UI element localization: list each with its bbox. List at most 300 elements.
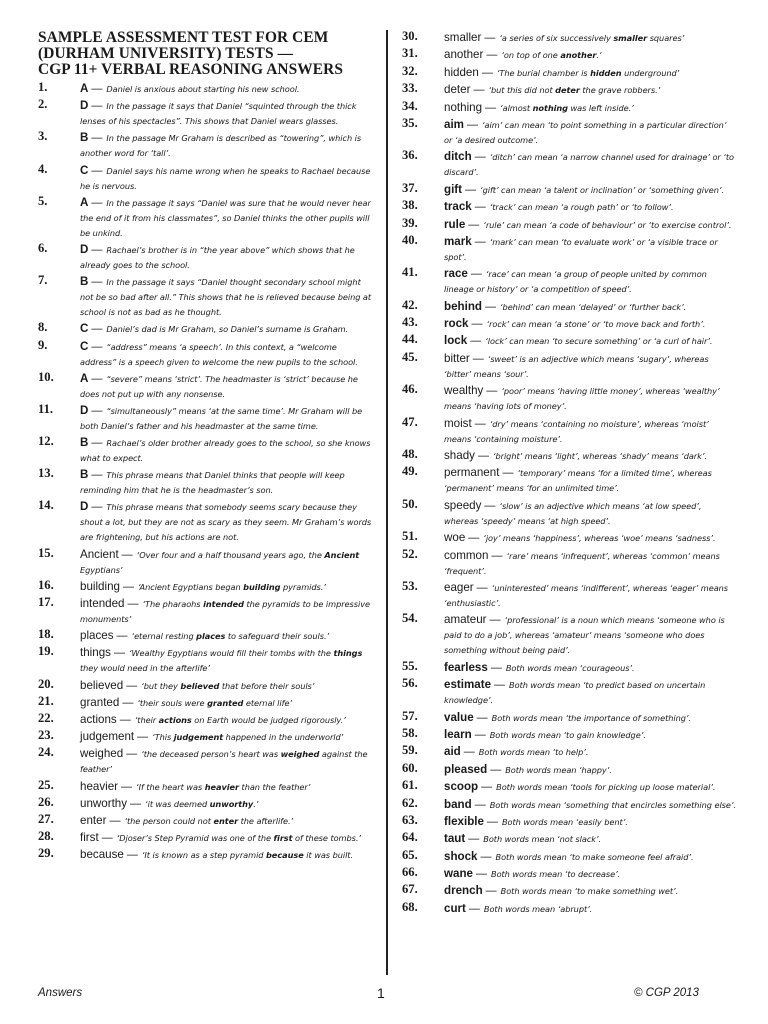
answer-explanation <box>490 730 646 740</box>
explanation-text: ‘Wealthy Egyptians would fill their tombs with the <box>128 648 334 659</box>
em-dash: — <box>127 598 139 610</box>
explanation-text: Both words mean ‘abrupt’. <box>483 903 593 914</box>
explanation-text: the grave robbers.’ <box>579 85 661 96</box>
question-number: 50. <box>402 496 418 511</box>
answer-item <box>38 435 373 465</box>
answer-explanation <box>490 202 674 212</box>
answer-explanation <box>80 438 371 463</box>
answer-word: scoop <box>444 780 479 794</box>
em-dash: — <box>486 49 498 62</box>
answer-word: gift <box>444 182 463 196</box>
explanation-text: ‘race’ can mean ‘a group of people united by common lineage or history’ or ‘a competition of speed’. <box>444 269 707 295</box>
answer-explanation <box>505 765 612 775</box>
answer-explanation <box>483 220 731 230</box>
answer-word: enter <box>80 813 107 827</box>
explanation-text: Egyptians’ <box>80 564 123 575</box>
question-number: 8. <box>38 320 48 335</box>
question-number: 19. <box>38 644 54 659</box>
answer-word: A <box>80 195 89 209</box>
question-number: 30. <box>402 29 418 43</box>
explanation-text: In the passage it says “Daniel was sure that he would never hear the end of it from his classmates”, so Daniel thinks the other pupils will be unkind. <box>80 197 371 238</box>
answer-word: permanent <box>444 466 500 480</box>
answer-word: nothing <box>444 100 483 114</box>
question-number: 7. <box>38 273 48 288</box>
answer-item <box>402 797 737 812</box>
highlighted-word: places <box>196 631 226 642</box>
answer-item <box>402 831 737 846</box>
explanation-text: This phrase means that somebody seems scary because they shout a lot, but they are not as scary as they seem. Mr Graham’s words are frightening, but his actions are not. <box>80 502 372 543</box>
answer-item <box>402 883 737 898</box>
question-number: 39. <box>402 215 418 230</box>
answer-word: bitter <box>444 351 470 365</box>
answer-word: moist <box>444 416 472 430</box>
answer-item <box>402 416 737 446</box>
em-dash: — <box>109 814 121 827</box>
answer-body <box>444 797 737 812</box>
question-number: 4. <box>38 161 48 176</box>
highlighted-word: because <box>266 850 304 861</box>
answer-word: weighed <box>80 747 124 761</box>
answer-body <box>444 849 737 864</box>
highlighted-word: hidden <box>590 67 622 78</box>
answer-item <box>402 762 737 777</box>
em-dash: — <box>91 83 103 95</box>
answer-word: eager <box>444 580 474 594</box>
em-dash: — <box>468 833 480 846</box>
em-dash: — <box>91 340 103 353</box>
em-dash: — <box>468 532 480 545</box>
answer-word: Ancient <box>80 547 119 561</box>
answer-item <box>38 274 373 319</box>
explanation-text: ‘their souls were <box>137 697 208 708</box>
question-number: 60. <box>402 760 418 775</box>
answer-explanation <box>80 195 371 238</box>
answer-item <box>38 847 373 862</box>
explanation-text: ‘Djoser’s Step Pyramid was one of the <box>116 833 274 844</box>
explanation-text: “simultaneously” means ‘at the same time’. Mr Graham will be both Daniel’s father and his headmaster at the same time. <box>80 405 363 431</box>
answer-explanation <box>501 886 679 896</box>
question-number: 41. <box>402 265 418 280</box>
answer-explanation <box>500 103 634 113</box>
answer-explanation <box>141 681 314 691</box>
question-number: 15. <box>38 545 54 560</box>
question-number: 17. <box>38 595 54 609</box>
column-divider <box>386 30 388 975</box>
answer-item <box>402 149 737 179</box>
em-dash: — <box>476 868 487 881</box>
answer-body <box>80 628 373 643</box>
answer-item <box>402 612 737 657</box>
answer-body <box>444 149 737 179</box>
question-number: 45. <box>402 349 418 364</box>
explanation-text: Both words mean ‘to predict based on uncertain knowledge’. <box>444 680 706 706</box>
question-number: 57. <box>402 708 418 723</box>
answer-explanation <box>444 498 702 526</box>
answer-item <box>38 712 373 727</box>
question-number: 46. <box>402 382 418 397</box>
em-dash: — <box>126 679 138 692</box>
question-number: 32. <box>402 63 418 78</box>
answer-explanation <box>479 747 589 757</box>
answer-word: estimate <box>444 678 492 692</box>
answer-explanation <box>484 904 592 914</box>
answer-explanation <box>485 336 712 346</box>
answer-item <box>402 47 737 62</box>
answer-word: lock <box>444 334 468 348</box>
answer-body <box>444 660 737 675</box>
explanation-text: ‘rock’ can mean ‘a stone’ or ‘to move back and forth’. <box>486 319 706 330</box>
em-dash: — <box>484 499 496 512</box>
answer-item <box>402 82 737 97</box>
answer-word: hidden <box>444 65 479 79</box>
answer-word: granted <box>80 695 120 709</box>
answer-item <box>402 710 737 725</box>
question-number: 28. <box>38 829 54 844</box>
explanation-text: Both words mean ‘courageous’. <box>505 662 635 673</box>
answer-word: band <box>444 797 472 811</box>
answer-word: B <box>80 131 89 145</box>
answer-item <box>38 830 373 845</box>
answer-word: things <box>80 646 111 660</box>
answer-explanation <box>80 163 371 191</box>
answer-item <box>38 163 373 193</box>
answer-item <box>402 316 737 331</box>
answer-body <box>444 612 737 657</box>
question-number: 12. <box>38 434 54 449</box>
explanation-text: than the feather’ <box>238 781 311 792</box>
explanation-text: ‘a series of six successively <box>499 33 614 43</box>
answer-explanation <box>152 732 343 742</box>
answer-body <box>80 645 373 675</box>
highlighted-word: things <box>333 648 363 659</box>
em-dash: — <box>122 580 134 593</box>
question-number: 51. <box>402 529 418 544</box>
answer-word: rock <box>444 317 469 331</box>
question-number: 40. <box>402 232 418 247</box>
answer-body <box>444 299 737 314</box>
em-dash: — <box>489 614 501 627</box>
answer-word: A <box>80 82 89 95</box>
highlighted-word: building <box>243 581 281 592</box>
explanation-text: ‘Over four and a half thousand years ago, the <box>136 549 325 560</box>
answer-body <box>444 498 737 528</box>
em-dash: — <box>116 630 128 643</box>
em-dash: — <box>470 335 482 348</box>
explanation-text: Daniel says his name wrong when he speaks to Rachael because he is nervous. <box>80 165 371 191</box>
answer-item <box>38 339 373 369</box>
left-column <box>38 30 373 864</box>
answer-explanation <box>488 85 660 95</box>
answer-word: fearless <box>444 660 488 674</box>
explanation-text: ‘it was deemed <box>145 798 210 809</box>
em-dash: — <box>91 243 103 256</box>
highlighted-word: first <box>273 833 293 844</box>
answer-explanation <box>506 663 635 673</box>
explanation-text: eternal life’ <box>243 697 293 708</box>
explanation-text: ‘but they <box>141 680 181 691</box>
explanation-text: Both words mean ‘to gain knowledge’. <box>489 729 646 740</box>
answer-item <box>38 813 373 828</box>
answer-body <box>80 403 373 433</box>
answer-item <box>38 796 373 811</box>
answer-explanation <box>502 817 628 827</box>
answer-body <box>444 65 737 80</box>
explanation-text: ‘eternal resting <box>131 631 197 642</box>
explanation-text: underground’ <box>621 67 680 78</box>
answer-explanation <box>135 715 346 725</box>
answer-explanation <box>444 269 707 294</box>
question-number: 25. <box>38 777 54 792</box>
answer-item <box>38 321 373 336</box>
answer-body <box>444 182 737 197</box>
answer-body <box>444 866 737 881</box>
answer-body <box>444 530 737 545</box>
em-dash: — <box>474 728 486 741</box>
answer-item <box>402 580 737 610</box>
question-number: 2. <box>38 97 48 112</box>
answer-item <box>402 727 737 742</box>
answer-item <box>402 548 737 578</box>
question-number: 24. <box>38 745 54 760</box>
question-number: 22. <box>38 710 54 725</box>
answer-explanation <box>145 799 258 809</box>
question-number: 47. <box>402 414 418 429</box>
answer-word: shady <box>444 449 475 463</box>
question-number: 6. <box>38 240 48 255</box>
em-dash: — <box>130 797 142 810</box>
highlighted-word: smaller <box>613 33 648 43</box>
answer-body <box>444 47 737 62</box>
answer-body <box>80 274 373 319</box>
answer-body <box>80 371 373 401</box>
em-dash: — <box>91 132 103 145</box>
answer-explanation <box>501 50 601 60</box>
answer-word: B <box>80 468 89 482</box>
answer-item <box>38 499 373 544</box>
answer-word: pleased <box>444 762 488 776</box>
answer-word: B <box>80 275 89 289</box>
answer-explanation <box>497 68 679 78</box>
answer-body <box>80 98 373 128</box>
question-number: 10. <box>38 369 54 384</box>
explanation-text: Both words mean ‘to decrease’. <box>491 869 621 880</box>
answer-item <box>38 371 373 401</box>
answer-word: speedy <box>444 498 482 512</box>
em-dash: — <box>476 581 488 594</box>
answer-word: rule <box>444 217 466 231</box>
answer-explanation <box>80 277 371 317</box>
explanation-text: .’ <box>253 798 259 809</box>
em-dash: — <box>481 66 493 79</box>
answer-explanation <box>444 117 727 145</box>
answer-body <box>80 467 373 497</box>
answer-item <box>402 182 737 197</box>
highlighted-word: another <box>560 50 597 61</box>
answer-item <box>38 403 373 433</box>
answer-word: drench <box>444 884 483 898</box>
question-number: 23. <box>38 728 54 743</box>
em-dash: — <box>91 100 103 113</box>
explanation-text: Daniel is anxious about starting his new school. <box>106 84 300 94</box>
answer-word: heavier <box>80 779 119 793</box>
answer-word: places <box>80 629 114 643</box>
question-number: 62. <box>402 795 418 810</box>
explanation-text: Rachael’s brother is in “the year above” which shows that he already goes to the school. <box>80 244 355 270</box>
question-number: 36. <box>402 148 418 163</box>
em-dash: — <box>91 501 103 514</box>
em-dash: — <box>485 101 497 114</box>
explanation-text: Rachael’s older brother already goes to the school, so she knows what to expect. <box>80 438 371 464</box>
question-number: 56. <box>402 676 418 691</box>
question-number: 52. <box>402 546 418 561</box>
answer-body <box>80 813 373 828</box>
answer-item <box>38 695 373 710</box>
em-dash: — <box>468 218 480 231</box>
answer-word: race <box>444 267 468 281</box>
answer-explanation <box>487 319 706 329</box>
answer-explanation <box>80 371 358 399</box>
explanation-text: ‘their <box>134 714 159 725</box>
answer-word: D <box>80 403 89 417</box>
question-number: 11. <box>38 401 54 416</box>
question-number: 67. <box>402 882 418 897</box>
explanation-text: ‘The burial chamber is <box>496 67 591 78</box>
answer-word: wane <box>444 867 473 881</box>
answer-explanation <box>137 698 292 708</box>
answer-body <box>444 831 737 846</box>
explanation-text: pyramids.’ <box>280 581 326 592</box>
answer-explanation <box>132 631 330 641</box>
explanation-text: squares’ <box>647 33 685 43</box>
answer-word: behind <box>444 299 482 313</box>
answer-body <box>444 30 737 45</box>
question-number: 65. <box>402 847 418 862</box>
answer-item <box>402 199 737 214</box>
highlighted-word: granted <box>207 697 244 708</box>
question-number: 21. <box>38 693 54 708</box>
explanation-text: ‘gift’ can mean ‘a talent or inclination’ or ‘something given’. <box>480 184 725 195</box>
explanation-text: ‘rare’ means ‘infrequent’, whereas ‘common’ means ‘frequent’. <box>444 550 720 576</box>
answer-item <box>38 729 373 744</box>
explanation-text: ‘aim’ can mean ‘to point something in a particular direction’ or ‘a desired outcome’. <box>444 119 727 145</box>
answer-item <box>38 81 373 96</box>
answer-explanation <box>136 782 310 792</box>
answer-item <box>402 779 737 794</box>
em-dash: — <box>91 276 103 289</box>
explanation-text: they would need in the afterlife’ <box>80 663 210 674</box>
explanation-text: Both words mean ‘easily bent’. <box>501 816 628 827</box>
answer-explanation <box>496 782 715 792</box>
em-dash: — <box>491 549 503 562</box>
highlighted-word: nothing <box>532 102 568 113</box>
explanation-text: happened in the underworld’ <box>223 732 344 743</box>
question-number: 49. <box>402 464 418 479</box>
question-number: 5. <box>38 193 48 208</box>
explanation-text: ‘dry’ means ‘containing no moisture’, whereas ‘moist’ means ‘containing moisture’. <box>444 418 709 444</box>
em-dash: — <box>486 815 498 828</box>
answer-item <box>38 242 373 272</box>
answer-explanation <box>142 850 353 860</box>
question-number: 1. <box>38 80 48 94</box>
answer-word: B <box>80 436 89 450</box>
answer-item <box>402 866 737 881</box>
answer-word: C <box>80 322 89 336</box>
answer-body <box>444 727 737 742</box>
answer-word: woe <box>444 531 466 545</box>
explanation-text: In the passage Mr Graham is described as “towering”, which is another word for ‘tall’. <box>80 133 362 159</box>
title-line: CGP 11+ VERBAL REASONING ANSWERS <box>38 61 344 78</box>
em-dash: — <box>490 661 502 674</box>
answer-explanation <box>493 451 707 461</box>
answer-body <box>444 266 737 296</box>
explanation-text: ‘The pharaohs <box>142 599 204 609</box>
answer-body <box>444 901 737 916</box>
explanation-text: ‘It is known as a step pyramid <box>141 850 266 861</box>
answer-body <box>444 117 737 147</box>
answer-body <box>444 82 737 97</box>
explanation-text: ‘If the heart was <box>136 781 205 792</box>
answer-body <box>80 163 373 193</box>
explanation-text: Both words mean ‘to make something wet’. <box>500 886 679 897</box>
answer-item <box>402 677 737 707</box>
answer-body <box>444 814 737 829</box>
em-dash: — <box>473 84 485 97</box>
explanation-text: This phrase means that Daniel thinks that people will keep reminding him that he is the headmaster’s son. <box>80 470 345 496</box>
answer-word: mark <box>444 234 472 248</box>
em-dash: — <box>101 832 113 845</box>
em-dash: — <box>91 196 103 209</box>
answer-word: actions <box>80 712 117 726</box>
question-number: 33. <box>402 81 418 96</box>
explanation-text: the afterlife.’ <box>238 815 294 826</box>
title-line: SAMPLE ASSESSMENT TEST FOR CEM <box>38 29 329 46</box>
answer-item <box>38 579 373 594</box>
explanation-text: ‘the person could not <box>124 815 214 826</box>
em-dash: — <box>490 763 502 776</box>
answer-body <box>80 195 373 240</box>
answer-item <box>38 645 373 675</box>
answer-item <box>402 660 737 675</box>
page-title <box>38 30 373 78</box>
explanation-text: ‘professional’ is a noun which means ‘someone who is paid to do a job’, whereas ‘amateur’ means ‘someone who does something without being paid’. <box>444 615 725 656</box>
em-dash: — <box>137 731 149 744</box>
em-dash: — <box>91 372 103 385</box>
answer-body <box>80 596 373 626</box>
answer-item <box>38 628 373 643</box>
em-dash: — <box>485 300 496 313</box>
question-number: 37. <box>402 180 418 195</box>
explanation-text: ‘sweet’ is an adjective which means ‘sugary’, whereas ‘bitter’ means ‘sour’. <box>444 353 709 379</box>
em-dash: — <box>474 201 486 214</box>
explanation-text: ‘This <box>152 732 174 743</box>
answer-word: D <box>80 500 89 514</box>
answer-explanation <box>80 339 358 367</box>
answer-word: unworthy <box>80 796 128 810</box>
answer-explanation <box>444 152 734 177</box>
answer-item <box>38 678 373 693</box>
explanation-text: .’ <box>596 50 602 61</box>
answer-word: intended <box>80 597 125 610</box>
title-line: (DURHAM UNIVERSITY) TESTS — <box>38 45 294 62</box>
answer-word: because <box>80 848 124 862</box>
answer-body <box>80 130 373 160</box>
answer-body <box>80 81 373 96</box>
answer-word: ditch <box>444 150 472 164</box>
highlighted-word: deter <box>555 85 580 96</box>
answer-explanation <box>106 324 348 334</box>
answer-word: amateur <box>444 613 487 627</box>
answer-item <box>402 351 737 381</box>
